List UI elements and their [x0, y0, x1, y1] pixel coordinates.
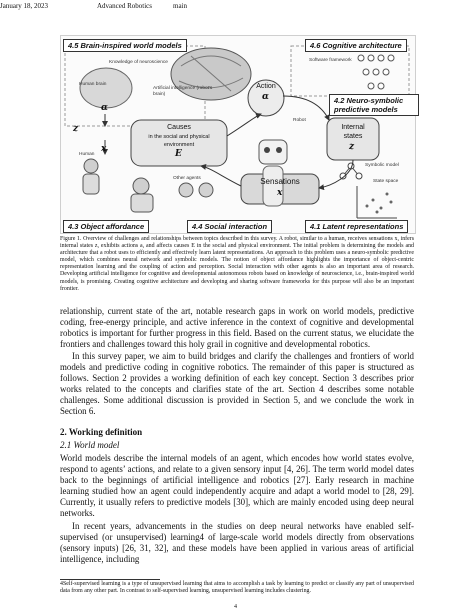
- fig-title-social-interaction: 4.4 Social interaction: [187, 220, 272, 233]
- label-ai-robot-brain: Artificial intelligence (robot's brain): [153, 86, 213, 97]
- figure-1: [60, 35, 416, 234]
- footnote-rule: [60, 579, 160, 580]
- fig-title-brain-world-models: 4.5 Brain-inspired world models: [63, 39, 187, 52]
- paragraph-1: relationship, current state of the art, notable research gaps in work on world models, predictive coding, free-energy principle, and active inference in the context of cognitive and developmental robotics is important for further progress in this field. Based on the current status, we elucidate the frontiers and challenges toward this holy grail in cognitive and developmental robotics.: [60, 306, 414, 350]
- human-icon: [84, 159, 98, 173]
- fig-title-cognitive-architecture: 4.6 Cognitive architecture: [305, 39, 407, 52]
- label-knowledge-neuroscience: Knowledge of neuroscience: [109, 60, 168, 65]
- other-agent-icon: [179, 183, 193, 197]
- header-journal: Advanced Robotics: [97, 2, 153, 10]
- fig-title-latent-representations: 4.1 Latent representations: [305, 220, 408, 233]
- label-state-space: State space: [373, 179, 399, 184]
- label-sensations: Sensations: [260, 177, 300, 186]
- architecture-region: [291, 46, 409, 96]
- label-action: Action: [256, 83, 276, 90]
- label-causes-2: in the social and physical: [148, 134, 210, 140]
- label-software-framework: Software framework: [309, 58, 352, 63]
- header-date: January 18, 2023: [0, 2, 49, 10]
- human-brain-icon: [80, 68, 132, 108]
- page-number: 4: [234, 604, 237, 610]
- label-human: Human: [79, 152, 95, 157]
- label-causes-3: environment: [163, 142, 195, 148]
- software-network-icon: [358, 55, 394, 89]
- symbol-action-alpha: α: [262, 92, 269, 102]
- figure-caption: Figure 1. Overview of challenges and relationships between topics described in this survey. A robot, similar to a human, receives sensations x, infers internal states z, exhibits actions a, and affects causes E in the social and physical environment. The initial problem is determining the models and architecture that a robot uses to efficiently and effectively learn latent representations. An approach to this problem uses a neuro-symbolic predictive model, which combines neural network and symbolic models. The notion of object affordance highlights the importance of object-centric representation learning and the coupling of action and perception. Social interaction with other agents is also an important area of research. Developing artificial intelligence for cognitive and developmental autonomous robots based on knowledge of neuroscience, i.e., brain-inspired world models, is promising. Creating cognitive architecture and developing and sharing software frameworks for this purpose will also be an important frontier.: [60, 236, 414, 292]
- label-internal-states-1: Internal: [341, 124, 365, 131]
- symbol-causes-E: E: [175, 149, 182, 159]
- symbol-brain-x: x: [101, 144, 107, 154]
- footnote: 4Self-supervised learning is a type of unsupervised learning that aims to accomplish a task by learning to predict or classify any part of unsupervised data from any other part. In contrast to self-supervised learning, unsupervised learning includes clustering.: [60, 581, 414, 595]
- robot-icon: [259, 140, 287, 164]
- symbol-sensations-x: x: [277, 188, 283, 198]
- symbol-brain-alpha: α: [101, 103, 108, 113]
- header-label: main: [173, 2, 187, 10]
- paragraph-2: In this survey paper, we aim to build bridges and clarify the challenges and frontiers of world models and predictive coding in cognitive robotics. The remainder of this paper is structured as follows. Section 2 provides a working definition of each key concept. Section 3 describes prior works related to the concepts and clarifies state of the art. Section 4 describes some notable challenges. Some additional discussion is provided in Section 5, and we conclude the work in Section 6.: [60, 351, 414, 417]
- subsection-heading: 2.1 World model: [60, 440, 120, 450]
- state-space-icon: [357, 186, 397, 218]
- label-human-brain: Human brain: [79, 82, 107, 87]
- label-symbolic-model: Symbolic model: [365, 163, 399, 168]
- paragraph-4: In recent years, advancements in the studies on deep neural networks have enabled self-supervised (or unsupervised) learning4 of large-scale world models directly from observations (sensory inputs) [26, 31, 32], and these models have been applied in various areas of artificial intelligence, including: [60, 521, 414, 565]
- section-heading: 2. Working definition: [60, 427, 143, 437]
- fig-title-object-affordance: 4.3 Object affordance: [63, 220, 149, 233]
- label-robot: Robot: [293, 118, 306, 123]
- label-other-agents: Other agents: [173, 176, 201, 181]
- label-causes-1: Causes: [167, 124, 191, 131]
- running-header: [0, 2, 474, 14]
- fig-title-neuro-symbolic: 4.2 Neuro-symbolic predictive models: [329, 94, 419, 116]
- paragraph-3: World models describe the internal models of an agent, which encodes how world states evolve, respond to agents’ actions, and relate to a given sensory input [4, 26]. The term world model dates back to the beginnings of artificial intelligence and robotics [27]. Early research in machine learning studied how an agent could independently acquire and adapt a world model to [28, 29]. Currently, it usually refers to predictive models [30], which are mainly encoded using deep neural networks.: [60, 453, 414, 519]
- symbol-brain-z: z: [73, 124, 79, 134]
- label-internal-states-2: states: [343, 133, 363, 140]
- symbol-internal-z: z: [349, 142, 355, 152]
